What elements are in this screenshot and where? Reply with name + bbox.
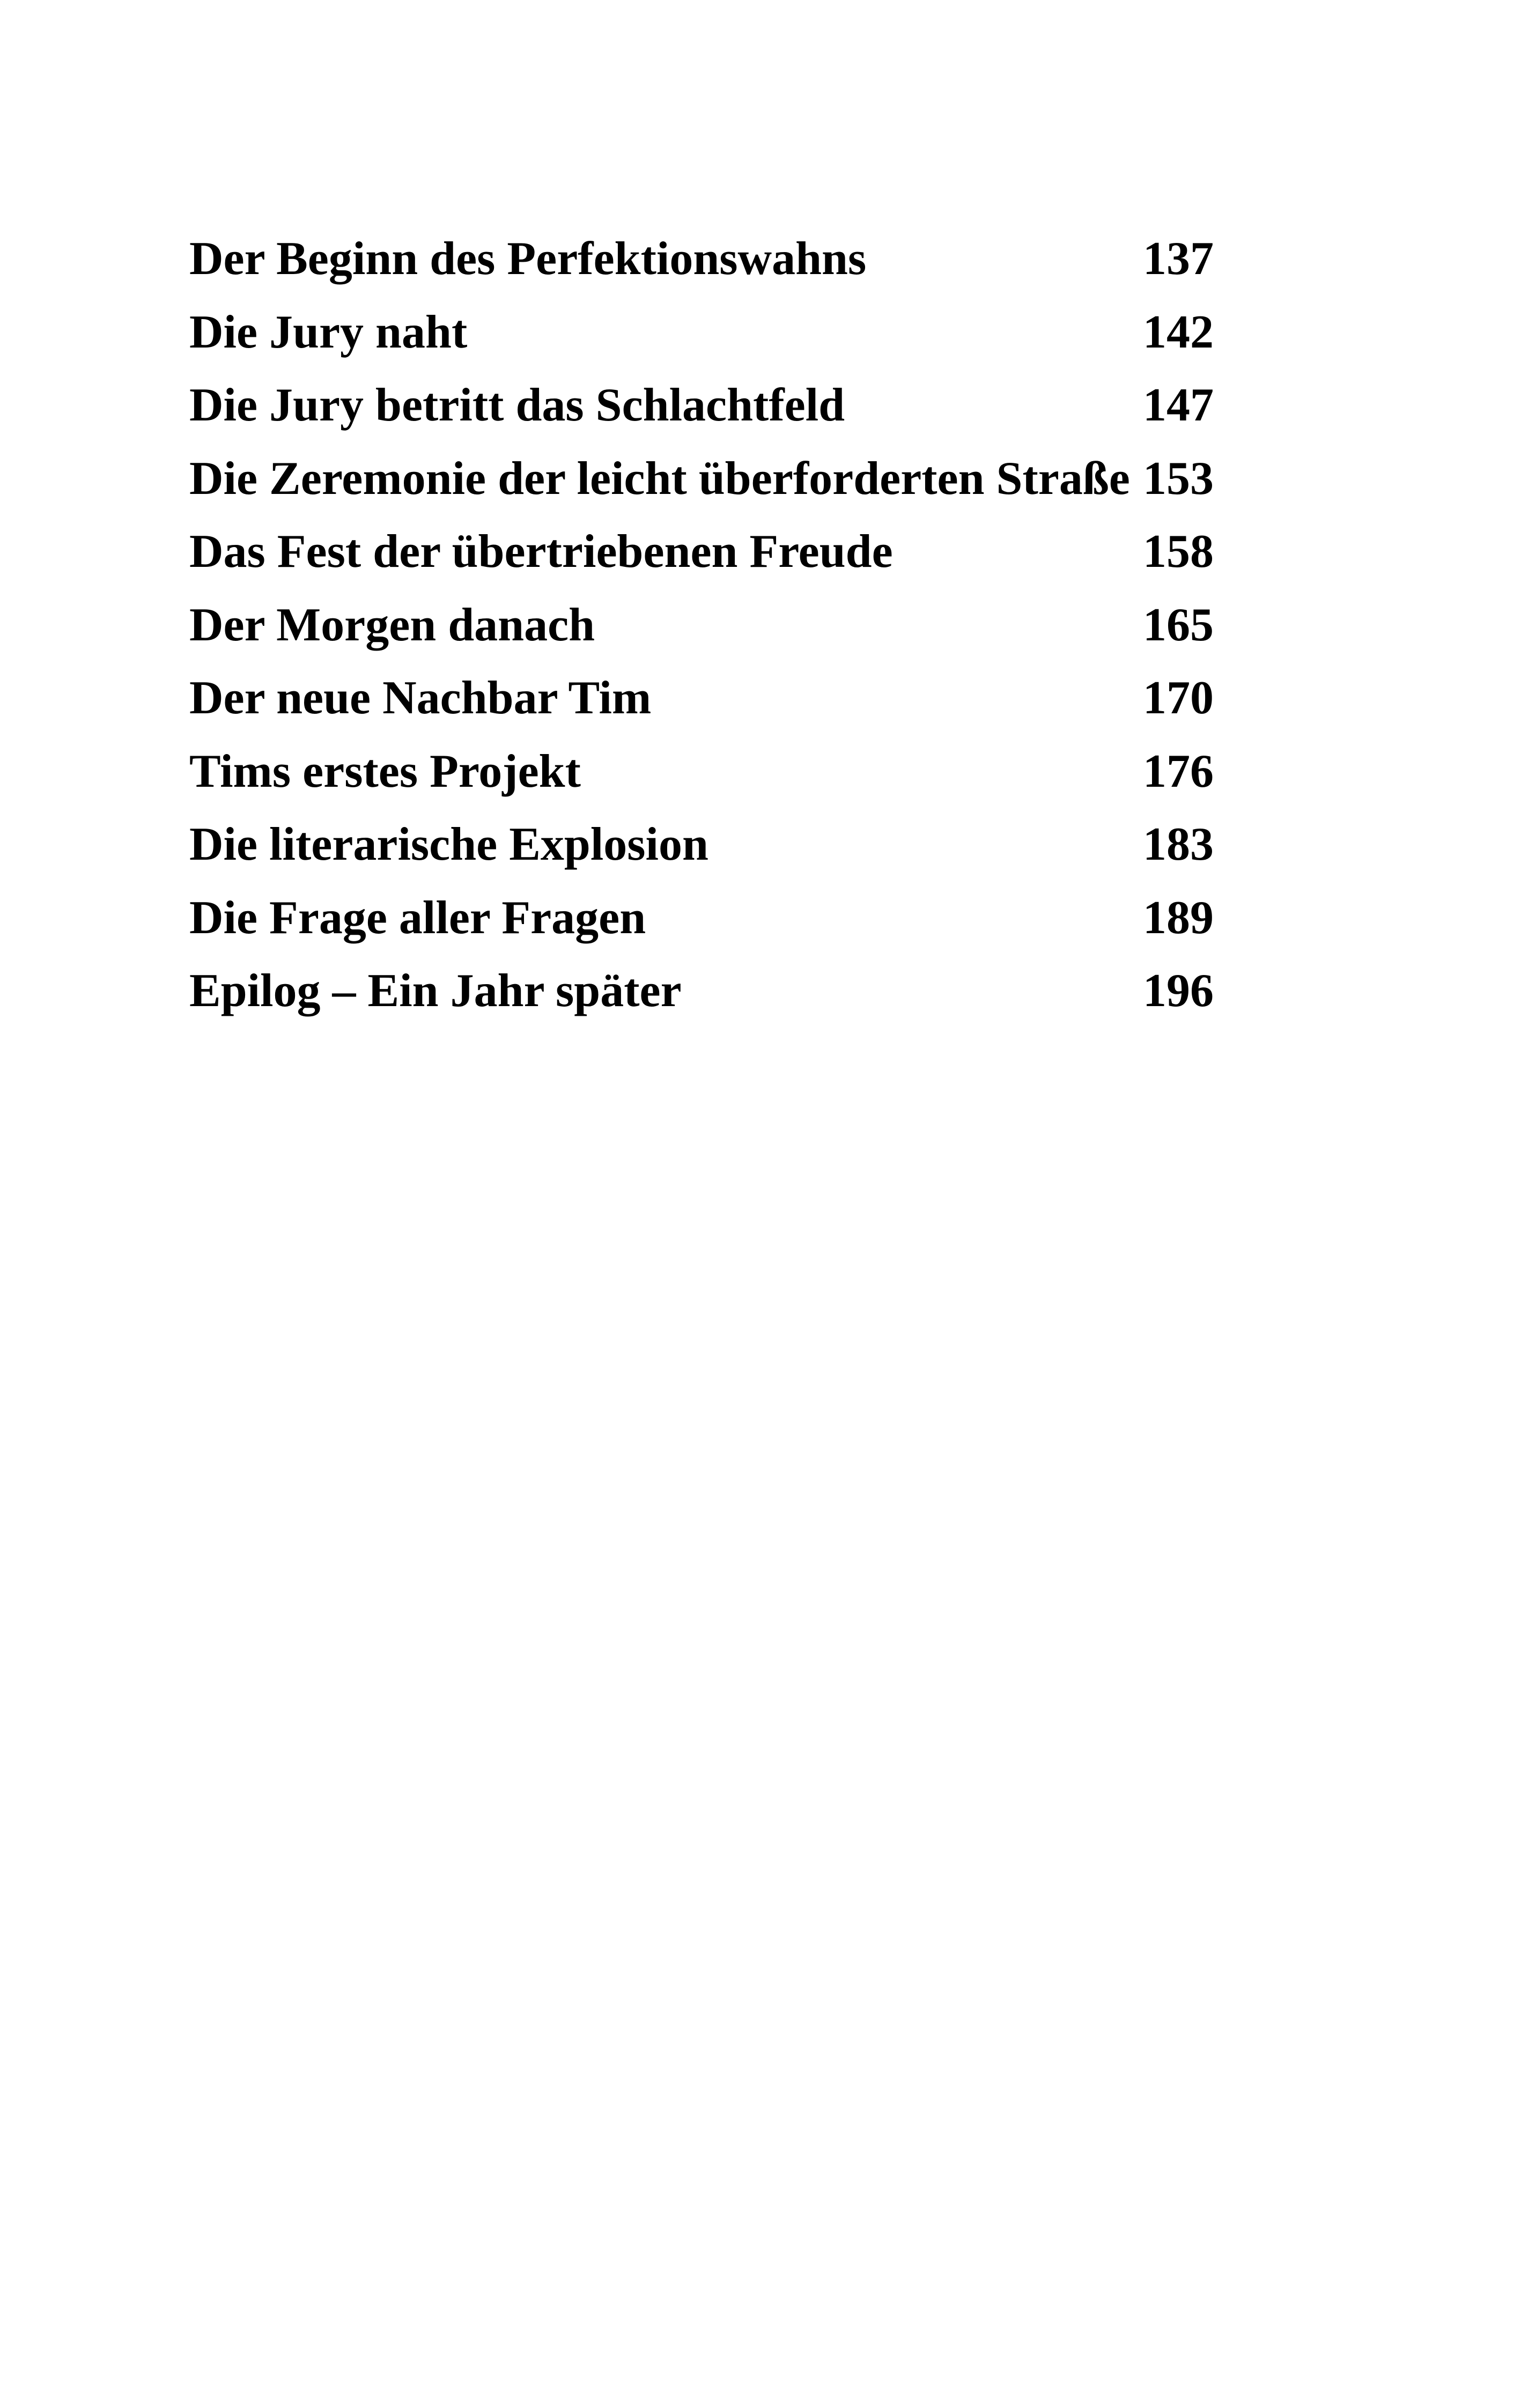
toc-entry [189, 223, 1214, 296]
toc-entry [189, 442, 1214, 516]
toc-entry-page-number: 153 [1143, 452, 1214, 505]
toc-entry-title: Die Jury betritt das Schlachtfeld [189, 379, 845, 431]
toc-entry-title: Die literarische Explosion [189, 818, 708, 870]
toc-entry-title: Das Fest der übertriebenen Freude [189, 526, 893, 578]
toc-entry [189, 296, 1214, 370]
toc-entry-page-number: 137 [1143, 233, 1214, 285]
toc-entry [189, 808, 1214, 882]
toc-entry-title: Epilog – Ein Jahr später [189, 965, 682, 1017]
toc-entry-page-number: 176 [1143, 745, 1214, 797]
toc-entry-page-number: 147 [1143, 379, 1214, 431]
toc-entry [189, 369, 1214, 442]
toc-entry-title: Tims erstes Projekt [189, 745, 581, 797]
toc-entry [189, 882, 1214, 955]
toc-entry-page-number: 142 [1143, 306, 1214, 358]
toc-entry-title: Die Zeremonie der leicht überforderten Straße [189, 452, 1130, 505]
toc-entry [189, 589, 1214, 662]
toc-entry-page-number: 196 [1143, 965, 1214, 1017]
toc-entry-page-number: 189 [1143, 891, 1214, 944]
toc-entry-title: Die Frage aller Fragen [189, 891, 646, 944]
toc-entry-page-number: 165 [1143, 599, 1214, 651]
toc-entry [189, 662, 1214, 735]
toc-entry-title: Der Morgen danach [189, 599, 595, 651]
table-of-contents [189, 223, 1214, 1028]
toc-entry [189, 735, 1214, 809]
toc-entry-page-number: 183 [1143, 818, 1214, 870]
toc-entry-page-number: 170 [1143, 672, 1214, 724]
toc-entry-title: Der neue Nachbar Tim [189, 672, 652, 724]
toc-entry-title: Der Beginn des Perfektionswahns [189, 233, 867, 285]
toc-entry-title: Die Jury naht [189, 306, 468, 358]
toc-entry [189, 955, 1214, 1028]
toc-entry [189, 515, 1214, 589]
toc-entry-page-number: 158 [1143, 526, 1214, 578]
